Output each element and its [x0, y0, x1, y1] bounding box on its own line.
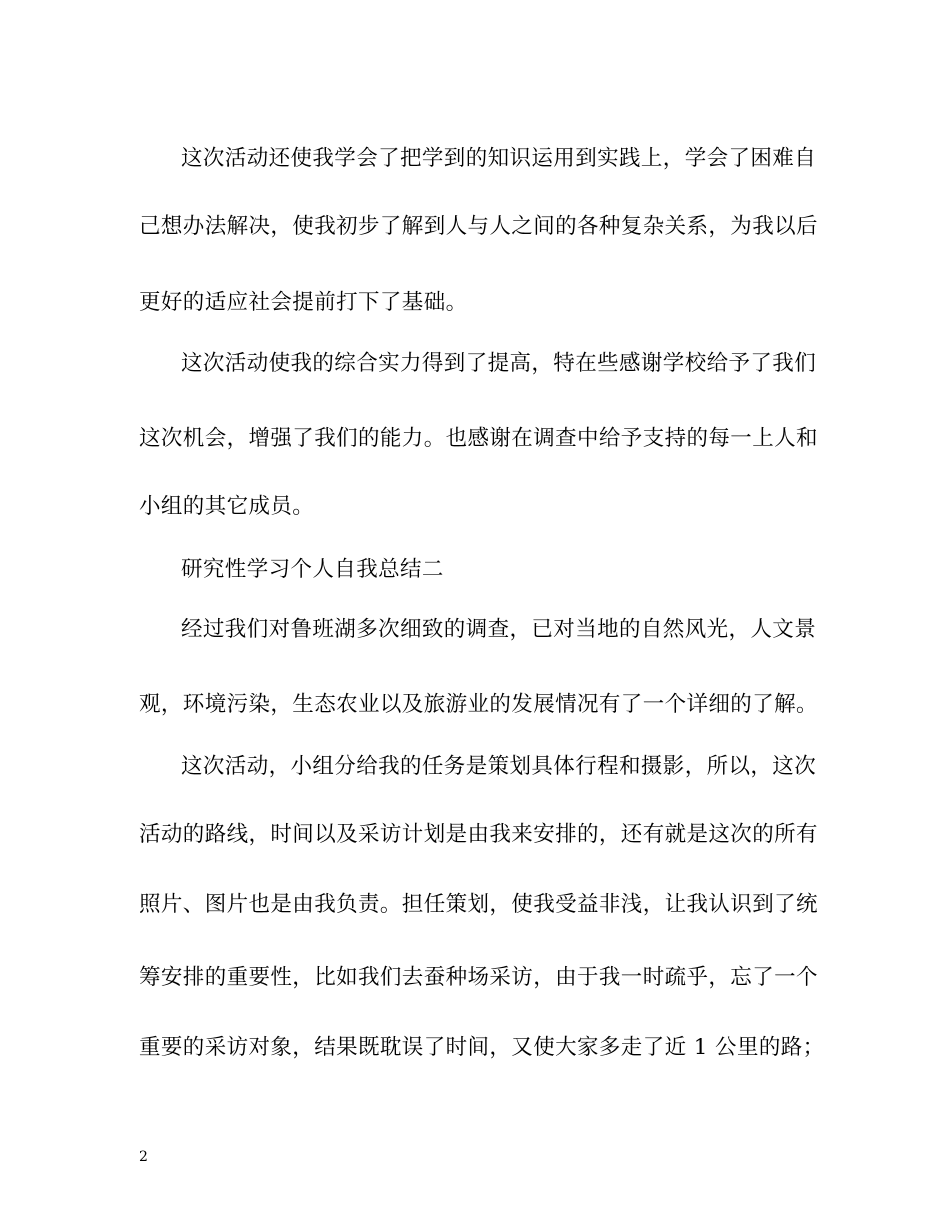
- text-line: 重要的采访对象，结果既耽误了时间，又使大家多走了近 1 公里的路；: [139, 1035, 825, 1060]
- text-line: 筹安排的重要性，比如我们去蚕种场采访，由于我一时疏乎，忘了一个: [139, 965, 818, 990]
- text-line: 这次机会，增强了我们的能力。也感谢在调查中给予支持的每一上人和: [139, 426, 818, 451]
- page-number: 2: [139, 1149, 148, 1165]
- text-line: 更好的适应社会提前打下了基础。: [139, 290, 468, 315]
- text-line: 这次活动还使我学会了把学到的知识运用到实践上，学会了困难自: [181, 146, 817, 171]
- text-line: 这次活动使我的综合实力得到了提高，特在些感谢学校给予了我们: [181, 351, 817, 376]
- section-heading: 研究性学习个人自我总结二: [181, 557, 444, 582]
- text-line: 这次活动，小组分给我的任务是策划具体行程和摄影，所以，这次: [181, 754, 817, 779]
- text-line: 观，环境污染，生态农业以及旅游业的发展情况有了一个详细的了解。: [139, 692, 818, 717]
- text-line: 经过我们对鲁班湖多次细致的调查，已对当地的自然风光，人文景: [181, 617, 817, 642]
- text-line: 照片、图片也是由我负责。担任策划，使我受益非浅，让我认识到了统: [139, 892, 818, 917]
- text-line: 活动的路线，时间以及采访计划是由我来安排的，还有就是这次的所有: [139, 822, 818, 847]
- text-line: 小组的其它成员。: [139, 494, 315, 519]
- text-line: 己想办法解决，使我初步了解到人与人之间的各种复杂关系，为我以后: [139, 214, 818, 239]
